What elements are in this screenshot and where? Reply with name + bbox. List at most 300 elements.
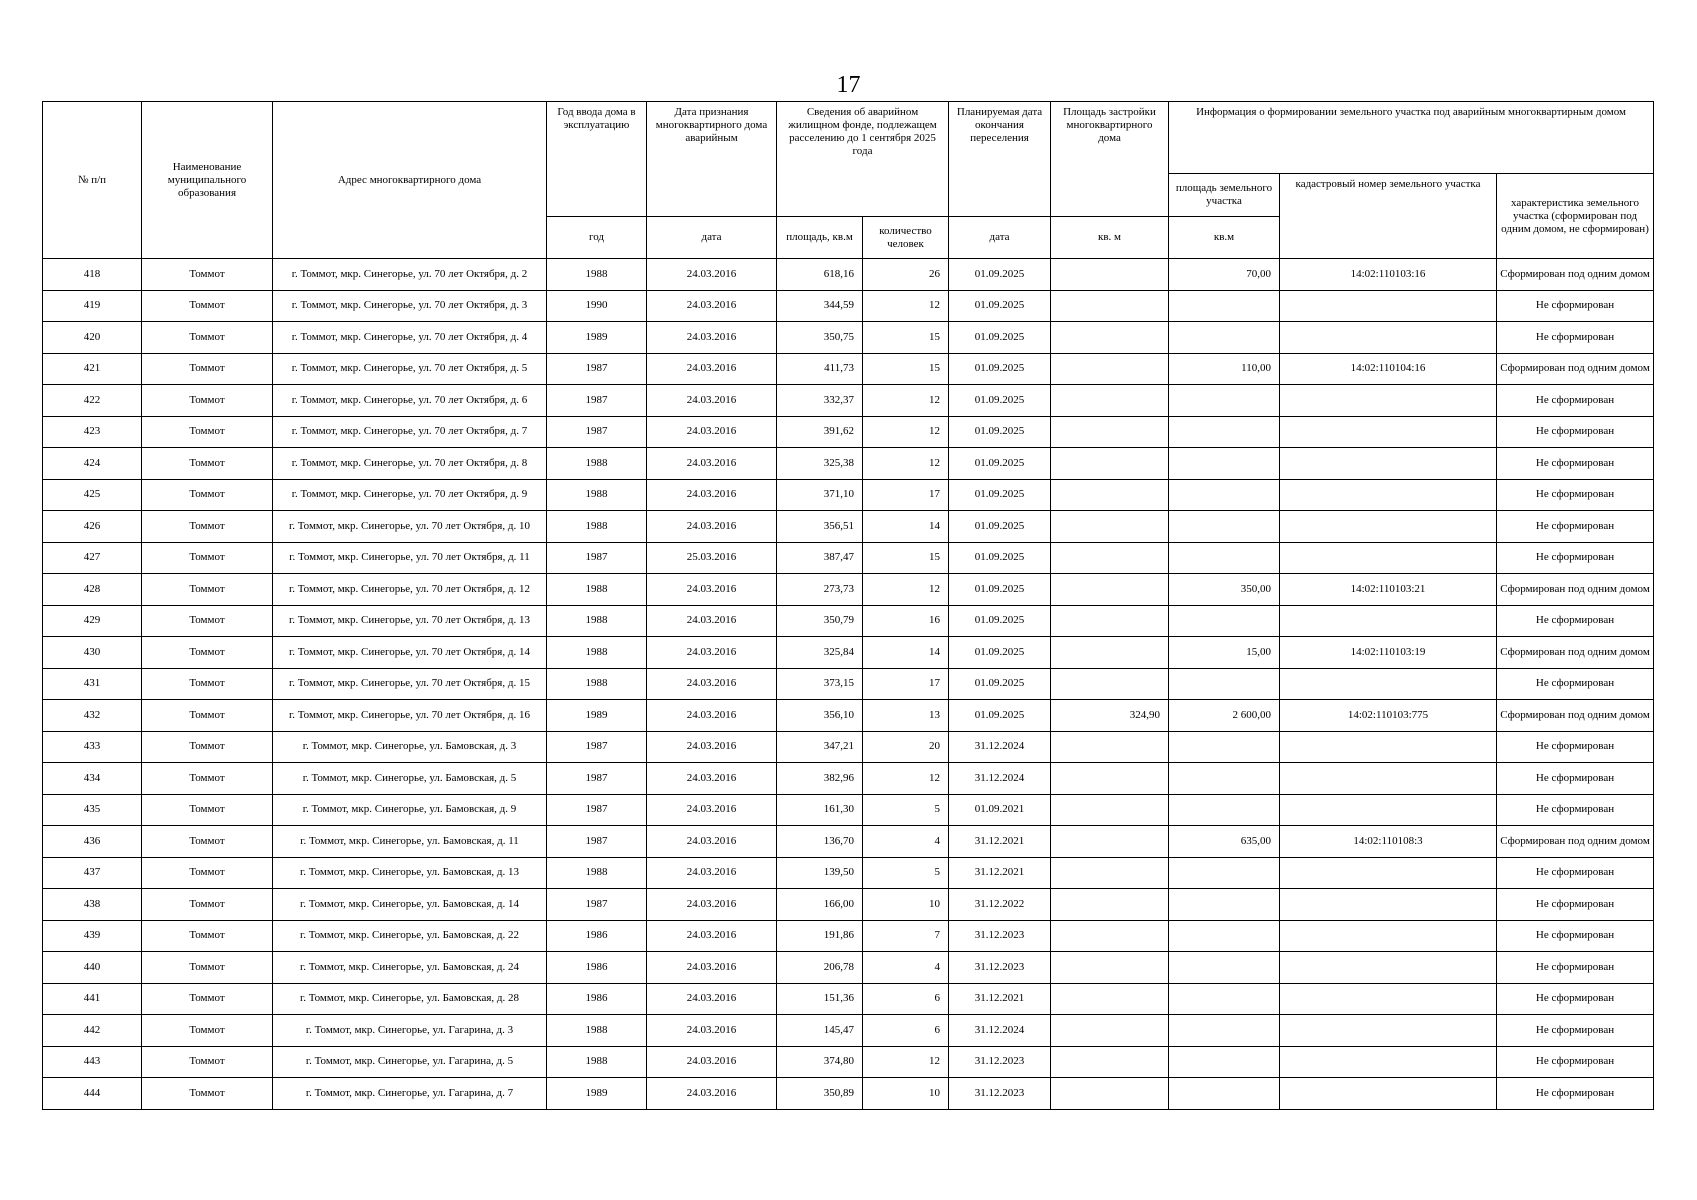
- cell-built-area: [1051, 353, 1169, 385]
- cell-area: 350,79: [777, 605, 863, 637]
- cell-num: 441: [43, 983, 142, 1015]
- cell-land-area: [1169, 889, 1280, 921]
- cell-recognized-date: 24.03.2016: [647, 952, 777, 984]
- cell-municipality: Томмот: [142, 983, 273, 1015]
- cell-municipality: Томмот: [142, 416, 273, 448]
- cell-planned-date: 01.09.2025: [949, 448, 1051, 480]
- cell-characteristic: Не сформирован: [1497, 920, 1654, 952]
- cell-municipality: Томмот: [142, 353, 273, 385]
- cell-built-area: [1051, 448, 1169, 480]
- cell-num: 437: [43, 857, 142, 889]
- cell-cadastral: 14:02:110103:19: [1280, 637, 1497, 669]
- table-row: [43, 857, 1654, 889]
- table-row: [43, 983, 1654, 1015]
- emergency-housing-table: [42, 101, 1654, 1110]
- table-row: [43, 637, 1654, 669]
- cell-land-area: [1169, 763, 1280, 795]
- cell-area: 191,86: [777, 920, 863, 952]
- cell-recognized-date: 24.03.2016: [647, 826, 777, 858]
- cell-characteristic: Не сформирован: [1497, 668, 1654, 700]
- cell-planned-date: 01.09.2025: [949, 259, 1051, 291]
- cell-recognized-date: 24.03.2016: [647, 259, 777, 291]
- cell-recognized-date: 24.03.2016: [647, 416, 777, 448]
- cell-planned-date: 31.12.2021: [949, 826, 1051, 858]
- cell-area: 166,00: [777, 889, 863, 921]
- header-characteristic: характеристика земельного участка (сформирован под одним домом, не сформирован): [1497, 174, 1654, 259]
- header-address: Адрес многоквартирного дома: [273, 102, 547, 259]
- cell-recognized-date: 24.03.2016: [647, 479, 777, 511]
- cell-characteristic: Не сформирован: [1497, 448, 1654, 480]
- cell-area: 374,80: [777, 1046, 863, 1078]
- cell-year: 1988: [547, 574, 647, 606]
- cell-recognized-date: 24.03.2016: [647, 1046, 777, 1078]
- cell-land-area: [1169, 920, 1280, 952]
- cell-people: 15: [863, 542, 949, 574]
- table-row: [43, 1046, 1654, 1078]
- cell-num: 424: [43, 448, 142, 480]
- cell-characteristic: Сформирован под одним домом: [1497, 826, 1654, 858]
- cell-land-area: [1169, 1078, 1280, 1110]
- cell-land-area: [1169, 479, 1280, 511]
- cell-built-area: 324,90: [1051, 700, 1169, 732]
- cell-characteristic: Не сформирован: [1497, 479, 1654, 511]
- cell-land-area: [1169, 857, 1280, 889]
- cell-municipality: Томмот: [142, 637, 273, 669]
- header-planned-date: Планируемая дата окончания переселения: [949, 102, 1051, 217]
- cell-year: 1988: [547, 637, 647, 669]
- cell-area: 347,21: [777, 731, 863, 763]
- cell-municipality: Томмот: [142, 731, 273, 763]
- table-row: [43, 511, 1654, 543]
- cell-address: г. Томмот, мкр. Синегорье, ул. 70 лет Октября, д. 5: [273, 353, 547, 385]
- cell-year: 1988: [547, 857, 647, 889]
- cell-land-area: [1169, 1046, 1280, 1078]
- unit-people: количество человек: [863, 217, 949, 259]
- header-year: Год ввода дома в эксплуатацию: [547, 102, 647, 217]
- cell-characteristic: Не сформирован: [1497, 983, 1654, 1015]
- table-row: [43, 731, 1654, 763]
- cell-people: 6: [863, 983, 949, 1015]
- cell-recognized-date: 24.03.2016: [647, 1015, 777, 1047]
- cell-land-area: 635,00: [1169, 826, 1280, 858]
- cell-land-area: 110,00: [1169, 353, 1280, 385]
- cell-built-area: [1051, 290, 1169, 322]
- cell-address: г. Томмот, мкр. Синегорье, ул. 70 лет Октября, д. 11: [273, 542, 547, 574]
- cell-municipality: Томмот: [142, 763, 273, 795]
- cell-land-area: [1169, 794, 1280, 826]
- cell-municipality: Томмот: [142, 1046, 273, 1078]
- cell-num: 423: [43, 416, 142, 448]
- cell-planned-date: 01.09.2025: [949, 416, 1051, 448]
- cell-land-area: 15,00: [1169, 637, 1280, 669]
- cell-cadastral: [1280, 385, 1497, 417]
- cell-land-area: [1169, 605, 1280, 637]
- table-row: [43, 574, 1654, 606]
- cell-address: г. Томмот, мкр. Синегорье, ул. Бамовская, д. 14: [273, 889, 547, 921]
- cell-area: 373,15: [777, 668, 863, 700]
- cell-people: 5: [863, 857, 949, 889]
- cell-people: 10: [863, 889, 949, 921]
- cell-land-area: [1169, 290, 1280, 322]
- header-emergency-fund: Сведения об аварийном жилищном фонде, подлежащем расселению до 1 сентября 2025 года: [777, 102, 949, 217]
- cell-year: 1988: [547, 479, 647, 511]
- cell-cadastral: 14:02:110103:775: [1280, 700, 1497, 732]
- cell-planned-date: 31.12.2024: [949, 1015, 1051, 1047]
- cell-year: 1986: [547, 952, 647, 984]
- table-row: [43, 794, 1654, 826]
- table-row: [43, 1015, 1654, 1047]
- cell-address: г. Томмот, мкр. Синегорье, ул. 70 лет Октября, д. 14: [273, 637, 547, 669]
- cell-planned-date: 01.09.2025: [949, 290, 1051, 322]
- cell-characteristic: Сформирован под одним домом: [1497, 259, 1654, 291]
- cell-built-area: [1051, 322, 1169, 354]
- cell-people: 4: [863, 826, 949, 858]
- cell-people: 17: [863, 479, 949, 511]
- header-land-area: площадь земельного участка: [1169, 174, 1280, 217]
- cell-cadastral: [1280, 794, 1497, 826]
- header-municipality: Наименование муниципального образования: [142, 102, 273, 259]
- cell-built-area: [1051, 259, 1169, 291]
- cell-land-area: [1169, 542, 1280, 574]
- cell-address: г. Томмот, мкр. Синегорье, ул. Гагарина, д. 7: [273, 1078, 547, 1110]
- cell-planned-date: 31.12.2021: [949, 857, 1051, 889]
- cell-year: 1988: [547, 668, 647, 700]
- cell-cadastral: [1280, 731, 1497, 763]
- cell-built-area: [1051, 479, 1169, 511]
- cell-built-area: [1051, 763, 1169, 795]
- header-recognized-date: Дата признания многоквартирного дома аварийным: [647, 102, 777, 217]
- cell-built-area: [1051, 574, 1169, 606]
- cell-recognized-date: 24.03.2016: [647, 731, 777, 763]
- cell-built-area: [1051, 1078, 1169, 1110]
- cell-year: 1988: [547, 511, 647, 543]
- cell-land-area: [1169, 731, 1280, 763]
- table-row: [43, 259, 1654, 291]
- cell-people: 13: [863, 700, 949, 732]
- cell-characteristic: Не сформирован: [1497, 731, 1654, 763]
- cell-land-area: [1169, 511, 1280, 543]
- cell-area: 350,89: [777, 1078, 863, 1110]
- cell-year: 1989: [547, 322, 647, 354]
- cell-characteristic: Не сформирован: [1497, 322, 1654, 354]
- cell-address: г. Томмот, мкр. Синегорье, ул. Бамовская, д. 22: [273, 920, 547, 952]
- cell-built-area: [1051, 920, 1169, 952]
- cell-num: 429: [43, 605, 142, 637]
- cell-people: 6: [863, 1015, 949, 1047]
- cell-recognized-date: 24.03.2016: [647, 353, 777, 385]
- cell-municipality: Томмот: [142, 700, 273, 732]
- cell-cadastral: [1280, 983, 1497, 1015]
- header-num: № п/п: [43, 102, 142, 259]
- page-number: 17: [836, 72, 861, 98]
- cell-planned-date: 31.12.2021: [949, 983, 1051, 1015]
- cell-address: г. Томмот, мкр. Синегорье, ул. Гагарина, д. 5: [273, 1046, 547, 1078]
- cell-characteristic: Не сформирован: [1497, 952, 1654, 984]
- cell-people: 12: [863, 416, 949, 448]
- cell-area: 145,47: [777, 1015, 863, 1047]
- cell-recognized-date: 24.03.2016: [647, 322, 777, 354]
- cell-area: 161,30: [777, 794, 863, 826]
- cell-characteristic: Сформирован под одним домом: [1497, 574, 1654, 606]
- cell-land-area: 70,00: [1169, 259, 1280, 291]
- cell-people: 12: [863, 574, 949, 606]
- cell-built-area: [1051, 794, 1169, 826]
- cell-recognized-date: 24.03.2016: [647, 668, 777, 700]
- cell-year: 1986: [547, 983, 647, 1015]
- cell-recognized-date: 24.03.2016: [647, 889, 777, 921]
- cell-characteristic: Сформирован под одним домом: [1497, 637, 1654, 669]
- cell-municipality: Томмот: [142, 1078, 273, 1110]
- cell-municipality: Томмот: [142, 511, 273, 543]
- cell-people: 14: [863, 511, 949, 543]
- cell-recognized-date: 24.03.2016: [647, 385, 777, 417]
- cell-characteristic: Не сформирован: [1497, 1015, 1654, 1047]
- cell-characteristic: Не сформирован: [1497, 857, 1654, 889]
- table-row: [43, 353, 1654, 385]
- cell-characteristic: Не сформирован: [1497, 1078, 1654, 1110]
- cell-address: г. Томмот, мкр. Синегорье, ул. 70 лет Октября, д. 3: [273, 290, 547, 322]
- unit-date: дата: [647, 217, 777, 259]
- cell-municipality: Томмот: [142, 259, 273, 291]
- cell-num: 440: [43, 952, 142, 984]
- cell-characteristic: Не сформирован: [1497, 385, 1654, 417]
- cell-num: 430: [43, 637, 142, 669]
- cell-num: 431: [43, 668, 142, 700]
- cell-characteristic: Не сформирован: [1497, 416, 1654, 448]
- cell-planned-date: 01.09.2025: [949, 668, 1051, 700]
- cell-people: 12: [863, 763, 949, 795]
- cell-address: г. Томмот, мкр. Синегорье, ул. 70 лет Октября, д. 4: [273, 322, 547, 354]
- cell-land-area: [1169, 952, 1280, 984]
- cell-municipality: Томмот: [142, 1015, 273, 1047]
- cell-address: г. Томмот, мкр. Синегорье, ул. 70 лет Октября, д. 8: [273, 448, 547, 480]
- cell-recognized-date: 24.03.2016: [647, 290, 777, 322]
- cell-planned-date: 01.09.2025: [949, 511, 1051, 543]
- cell-year: 1987: [547, 353, 647, 385]
- cell-address: г. Томмот, мкр. Синегорье, ул. Бамовская, д. 5: [273, 763, 547, 795]
- cell-year: 1990: [547, 290, 647, 322]
- cell-area: 344,59: [777, 290, 863, 322]
- cell-municipality: Томмот: [142, 668, 273, 700]
- cell-address: г. Томмот, мкр. Синегорье, ул. Бамовская, д. 24: [273, 952, 547, 984]
- cell-cadastral: [1280, 1078, 1497, 1110]
- cell-area: 136,70: [777, 826, 863, 858]
- cell-municipality: Томмот: [142, 826, 273, 858]
- cell-cadastral: [1280, 889, 1497, 921]
- cell-num: 438: [43, 889, 142, 921]
- cell-area: 325,38: [777, 448, 863, 480]
- cell-characteristic: Не сформирован: [1497, 605, 1654, 637]
- cell-area: 151,36: [777, 983, 863, 1015]
- cell-planned-date: 31.12.2024: [949, 763, 1051, 795]
- cell-built-area: [1051, 1046, 1169, 1078]
- cell-num: 426: [43, 511, 142, 543]
- cell-area: 273,73: [777, 574, 863, 606]
- cell-planned-date: 31.12.2023: [949, 952, 1051, 984]
- cell-year: 1988: [547, 1046, 647, 1078]
- cell-address: г. Томмот, мкр. Синегорье, ул. Бамовская, д. 11: [273, 826, 547, 858]
- cell-num: 434: [43, 763, 142, 795]
- cell-people: 15: [863, 353, 949, 385]
- cell-planned-date: 01.09.2025: [949, 385, 1051, 417]
- table-row: [43, 700, 1654, 732]
- cell-people: 10: [863, 1078, 949, 1110]
- cell-municipality: Томмот: [142, 322, 273, 354]
- cell-address: г. Томмот, мкр. Синегорье, ул. Бамовская, д. 3: [273, 731, 547, 763]
- cell-year: 1987: [547, 542, 647, 574]
- cell-recognized-date: 24.03.2016: [647, 763, 777, 795]
- cell-area: 350,75: [777, 322, 863, 354]
- cell-address: г. Томмот, мкр. Синегорье, ул. 70 лет Октября, д. 10: [273, 511, 547, 543]
- cell-address: г. Томмот, мкр. Синегорье, ул. Бамовская, д. 9: [273, 794, 547, 826]
- cell-planned-date: 31.12.2023: [949, 920, 1051, 952]
- cell-built-area: [1051, 542, 1169, 574]
- cell-people: 7: [863, 920, 949, 952]
- cell-year: 1987: [547, 889, 647, 921]
- cell-cadastral: [1280, 322, 1497, 354]
- cell-cadastral: [1280, 290, 1497, 322]
- cell-cadastral: [1280, 952, 1497, 984]
- cell-characteristic: Не сформирован: [1497, 511, 1654, 543]
- cell-planned-date: 01.09.2025: [949, 605, 1051, 637]
- cell-land-area: 2 600,00: [1169, 700, 1280, 732]
- cell-address: г. Томмот, мкр. Синегорье, ул. Бамовская, д. 28: [273, 983, 547, 1015]
- cell-built-area: [1051, 385, 1169, 417]
- table-row: [43, 952, 1654, 984]
- cell-num: 419: [43, 290, 142, 322]
- cell-year: 1987: [547, 794, 647, 826]
- cell-recognized-date: 25.03.2016: [647, 542, 777, 574]
- cell-municipality: Томмот: [142, 448, 273, 480]
- cell-area: 332,37: [777, 385, 863, 417]
- cell-year: 1987: [547, 416, 647, 448]
- cell-characteristic: Не сформирован: [1497, 290, 1654, 322]
- cell-land-area: [1169, 322, 1280, 354]
- cell-planned-date: 01.09.2025: [949, 700, 1051, 732]
- cell-people: 5: [863, 794, 949, 826]
- cell-characteristic: Не сформирован: [1497, 889, 1654, 921]
- cell-land-area: [1169, 385, 1280, 417]
- cell-area: 387,47: [777, 542, 863, 574]
- cell-people: 15: [863, 322, 949, 354]
- table-row: [43, 763, 1654, 795]
- cell-num: 442: [43, 1015, 142, 1047]
- cell-area: 618,16: [777, 259, 863, 291]
- cell-built-area: [1051, 952, 1169, 984]
- cell-people: 4: [863, 952, 949, 984]
- cell-num: 444: [43, 1078, 142, 1110]
- cell-cadastral: 14:02:110108:3: [1280, 826, 1497, 858]
- table-row: [43, 385, 1654, 417]
- cell-recognized-date: 24.03.2016: [647, 857, 777, 889]
- cell-cadastral: [1280, 416, 1497, 448]
- cell-people: 20: [863, 731, 949, 763]
- cell-num: 418: [43, 259, 142, 291]
- cell-year: 1988: [547, 1015, 647, 1047]
- table-row: [43, 479, 1654, 511]
- cell-year: 1988: [547, 605, 647, 637]
- cell-planned-date: 01.09.2025: [949, 479, 1051, 511]
- cell-people: 12: [863, 385, 949, 417]
- cell-cadastral: [1280, 1046, 1497, 1078]
- cell-year: 1989: [547, 700, 647, 732]
- cell-address: г. Томмот, мкр. Синегорье, ул. Бамовская, д. 13: [273, 857, 547, 889]
- cell-built-area: [1051, 511, 1169, 543]
- header-built-area: Площадь застройки многоквартирного дома: [1051, 102, 1169, 217]
- cell-year: 1987: [547, 826, 647, 858]
- cell-planned-date: 31.12.2023: [949, 1046, 1051, 1078]
- cell-built-area: [1051, 1015, 1169, 1047]
- cell-built-area: [1051, 416, 1169, 448]
- cell-recognized-date: 24.03.2016: [647, 448, 777, 480]
- cell-cadastral: [1280, 479, 1497, 511]
- cell-num: 436: [43, 826, 142, 858]
- cell-characteristic: Не сформирован: [1497, 542, 1654, 574]
- cell-area: 382,96: [777, 763, 863, 795]
- cell-planned-date: 01.09.2025: [949, 322, 1051, 354]
- cell-cadastral: 14:02:110103:21: [1280, 574, 1497, 606]
- cell-municipality: Томмот: [142, 385, 273, 417]
- cell-planned-date: 31.12.2022: [949, 889, 1051, 921]
- table-row: [43, 1078, 1654, 1110]
- cell-land-area: [1169, 1015, 1280, 1047]
- cell-num: 428: [43, 574, 142, 606]
- cell-address: г. Томмот, мкр. Синегорье, ул. 70 лет Октября, д. 7: [273, 416, 547, 448]
- cell-land-area: [1169, 668, 1280, 700]
- cell-municipality: Томмот: [142, 574, 273, 606]
- cell-built-area: [1051, 668, 1169, 700]
- cell-characteristic: Не сформирован: [1497, 794, 1654, 826]
- cell-recognized-date: 24.03.2016: [647, 574, 777, 606]
- table-row: [43, 889, 1654, 921]
- cell-recognized-date: 24.03.2016: [647, 637, 777, 669]
- table-row: [43, 290, 1654, 322]
- cell-recognized-date: 24.03.2016: [647, 700, 777, 732]
- cell-year: 1987: [547, 763, 647, 795]
- cell-area: 325,84: [777, 637, 863, 669]
- cell-recognized-date: 24.03.2016: [647, 983, 777, 1015]
- table-row: [43, 542, 1654, 574]
- cell-num: 433: [43, 731, 142, 763]
- cell-year: 1988: [547, 259, 647, 291]
- cell-planned-date: 01.09.2025: [949, 353, 1051, 385]
- cell-planned-date: 01.09.2025: [949, 542, 1051, 574]
- cell-built-area: [1051, 857, 1169, 889]
- cell-characteristic: Сформирован под одним домом: [1497, 700, 1654, 732]
- cell-num: 422: [43, 385, 142, 417]
- cell-address: г. Томмот, мкр. Синегорье, ул. 70 лет Октября, д. 16: [273, 700, 547, 732]
- cell-cadastral: 14:02:110104:16: [1280, 353, 1497, 385]
- cell-people: 12: [863, 1046, 949, 1078]
- cell-built-area: [1051, 983, 1169, 1015]
- cell-people: 12: [863, 448, 949, 480]
- cell-address: г. Томмот, мкр. Синегорье, ул. 70 лет Октября, д. 9: [273, 479, 547, 511]
- table-row: [43, 668, 1654, 700]
- table-row: [43, 920, 1654, 952]
- unit-built: кв. м: [1051, 217, 1169, 259]
- cell-municipality: Томмот: [142, 605, 273, 637]
- cell-cadastral: [1280, 542, 1497, 574]
- cell-cadastral: [1280, 1015, 1497, 1047]
- cell-municipality: Томмот: [142, 857, 273, 889]
- cell-characteristic: Не сформирован: [1497, 1046, 1654, 1078]
- cell-area: 139,50: [777, 857, 863, 889]
- cell-municipality: Томмот: [142, 290, 273, 322]
- cell-built-area: [1051, 731, 1169, 763]
- cell-recognized-date: 24.03.2016: [647, 920, 777, 952]
- table-row: [43, 448, 1654, 480]
- cell-cadastral: [1280, 857, 1497, 889]
